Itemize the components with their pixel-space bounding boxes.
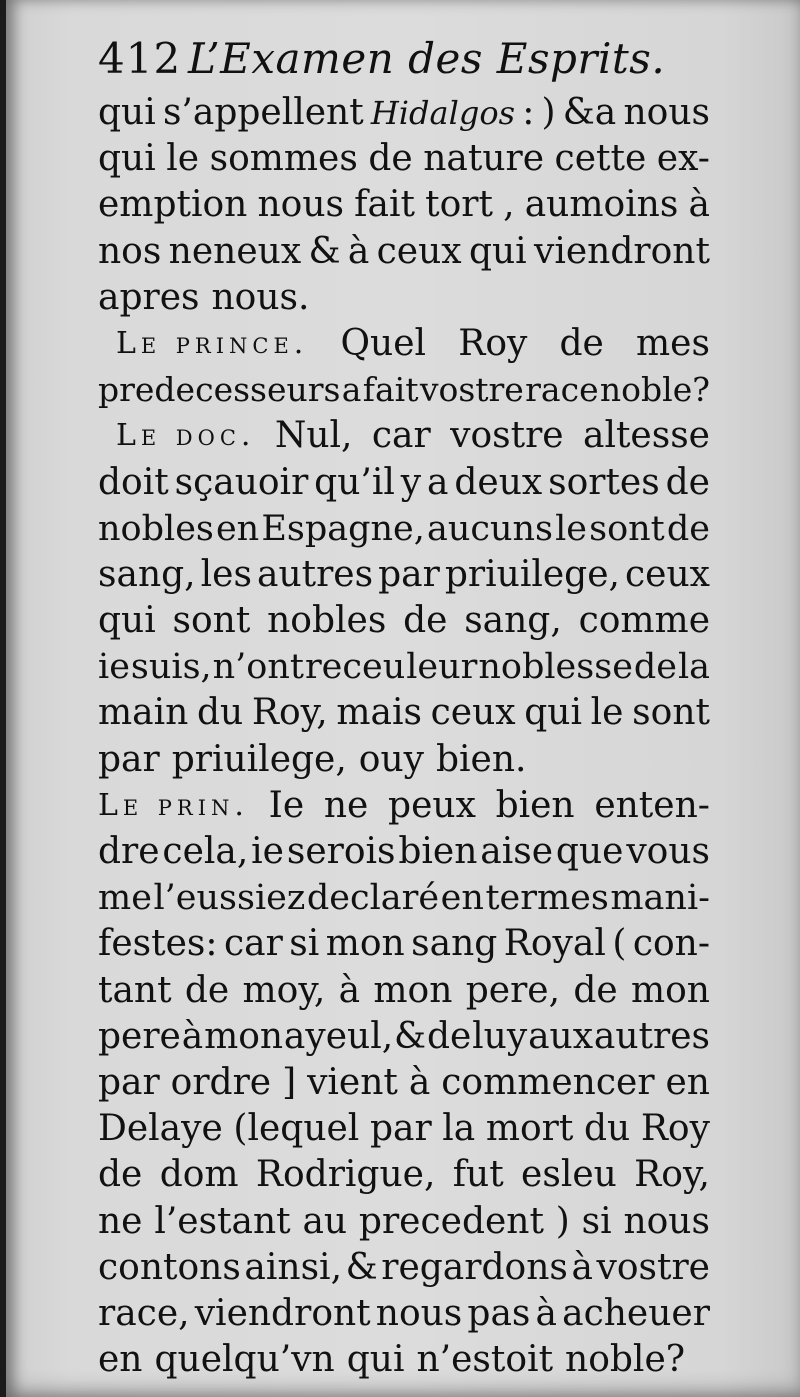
- word: esleu: [521, 1154, 617, 1196]
- text-line: [98, 229, 710, 275]
- word: ayeul,: [283, 1015, 394, 1057]
- word: dom: [159, 1154, 239, 1196]
- word: de: [184, 969, 230, 1011]
- word: qui: [98, 92, 156, 133]
- word: noble?: [599, 370, 710, 410]
- word: en: [440, 878, 484, 919]
- word: (: [612, 923, 627, 965]
- word: qui: [346, 1339, 405, 1381]
- text-line: [98, 598, 710, 644]
- word: sont: [632, 692, 710, 734]
- word: ne: [98, 1200, 143, 1242]
- word: tort: [425, 184, 493, 226]
- word: ceux: [624, 553, 710, 595]
- word: &: [345, 1246, 378, 1288]
- word: du: [196, 692, 244, 734]
- word: mes: [636, 322, 710, 364]
- word: que: [555, 831, 624, 872]
- word: Rodrigue,: [255, 1154, 436, 1196]
- word: vostre: [596, 1246, 710, 1288]
- text-line: [98, 783, 710, 829]
- word: à: [338, 969, 361, 1011]
- word: à: [181, 1015, 204, 1057]
- word: main: [98, 692, 189, 734]
- word: Le doc.: [116, 418, 256, 454]
- word: ]: [282, 1061, 297, 1103]
- running-title: L’Examen des Esprits.: [188, 34, 666, 83]
- word: la: [677, 647, 710, 688]
- word: serois: [286, 831, 396, 872]
- text-line: [98, 321, 710, 367]
- word: comme: [578, 600, 710, 642]
- text-line: [98, 644, 710, 690]
- word: le: [555, 508, 588, 549]
- word: quelqu’vn: [154, 1339, 335, 1381]
- text-line: [98, 1152, 710, 1198]
- word: commencer: [441, 1061, 655, 1103]
- word: luy: [472, 1015, 528, 1057]
- word: pere,: [465, 969, 561, 1011]
- word: aise: [480, 831, 554, 872]
- word: race,: [98, 1292, 190, 1334]
- word: a: [427, 461, 449, 503]
- word: nobles: [267, 600, 387, 642]
- word: si: [289, 923, 320, 965]
- word: dre: [98, 831, 160, 872]
- word: sommes: [209, 138, 358, 180]
- word: Roy,: [634, 1154, 710, 1196]
- word: en: [665, 1061, 710, 1103]
- word: a: [341, 370, 362, 410]
- word: &: [308, 230, 341, 272]
- text-line: [98, 1291, 710, 1337]
- word: aumoins: [524, 184, 679, 226]
- word: de: [559, 322, 604, 364]
- word: de: [633, 647, 677, 688]
- word: acheuer: [562, 1292, 710, 1334]
- word: à: [571, 1246, 593, 1288]
- word: autres: [593, 1015, 710, 1057]
- word: vostre: [450, 415, 564, 457]
- word: Hidalgos: [370, 94, 515, 132]
- word: le: [166, 138, 200, 180]
- word: Roy,: [251, 692, 328, 734]
- word: par: [378, 553, 440, 595]
- word: Quel: [340, 322, 427, 364]
- word: de: [665, 461, 710, 503]
- text-line: [98, 1060, 710, 1106]
- word: n’estoit: [416, 1339, 554, 1381]
- word: qui: [98, 600, 156, 642]
- word: ,: [503, 184, 515, 226]
- word: Roy: [640, 1108, 710, 1150]
- text-line: [98, 968, 710, 1014]
- word: autres: [256, 553, 374, 595]
- word: fait: [354, 184, 415, 226]
- word: l’eussiez: [153, 878, 306, 919]
- word: aux: [528, 1015, 594, 1057]
- word: Roy: [458, 322, 528, 364]
- word: sang,: [98, 553, 196, 595]
- text-line: [98, 1337, 710, 1383]
- word: termes: [485, 878, 609, 919]
- word: sang: [411, 923, 498, 965]
- word: cela,: [162, 831, 249, 872]
- word: festes:: [98, 923, 218, 965]
- word: Nul,: [274, 415, 353, 457]
- word: ie: [251, 831, 284, 872]
- word: à: [347, 230, 370, 272]
- word: sont: [172, 600, 251, 642]
- word: sont: [589, 508, 665, 549]
- word: race: [525, 370, 599, 410]
- word: y: [400, 461, 422, 503]
- word: Le prin.: [98, 787, 249, 823]
- word: (lequel: [233, 1108, 360, 1150]
- word: ainsi,: [244, 1246, 343, 1288]
- word: &a: [562, 92, 617, 133]
- word: ): [541, 92, 556, 133]
- word: regardons: [381, 1246, 568, 1288]
- word: apres: [98, 276, 200, 318]
- word: s’appellent: [162, 92, 364, 133]
- word: par: [369, 1108, 432, 1150]
- text-line: [98, 460, 710, 506]
- word: sang,: [464, 600, 562, 642]
- page-number: 412: [98, 34, 182, 83]
- word: ne: [323, 784, 369, 826]
- word: noblesse: [478, 647, 633, 688]
- word: enten-: [594, 784, 710, 826]
- word: pere: [98, 1015, 181, 1057]
- word: de: [368, 138, 413, 180]
- text-line: [98, 1199, 710, 1245]
- word: declaré: [306, 878, 440, 919]
- word: ex-: [656, 138, 710, 180]
- text-line: [98, 921, 710, 967]
- word: :: [522, 92, 535, 133]
- word: nous: [257, 184, 345, 226]
- word: Espagne,: [261, 508, 425, 549]
- word: fut: [452, 1154, 504, 1196]
- word: Le prince.: [116, 325, 309, 361]
- word: vous: [626, 831, 710, 872]
- word: de: [573, 969, 618, 1011]
- page-header: [98, 28, 710, 90]
- word: deux: [454, 461, 543, 503]
- word: mais: [336, 692, 422, 734]
- word: de: [426, 1015, 472, 1057]
- word: predecesseurs: [98, 370, 341, 410]
- word: au: [302, 1200, 348, 1242]
- word: ie: [98, 647, 130, 688]
- word: à: [688, 184, 710, 226]
- word: cette: [554, 138, 647, 180]
- word: peux: [388, 784, 476, 826]
- word: viendront: [194, 1292, 371, 1334]
- word: de: [98, 1154, 143, 1196]
- text-line: [98, 552, 710, 598]
- word: pas: [467, 1292, 531, 1334]
- word: du: [583, 1108, 631, 1150]
- word: les: [200, 553, 252, 595]
- word: viendront: [534, 230, 710, 272]
- word: qui: [98, 138, 156, 180]
- word: qu’il: [314, 461, 395, 503]
- word: l’estant: [154, 1200, 291, 1242]
- word: Delaye: [98, 1108, 223, 1150]
- word: par: [98, 1061, 160, 1103]
- word: nous: [623, 92, 710, 133]
- word: ): [555, 1200, 570, 1242]
- word: moy,: [242, 969, 326, 1011]
- word: ouy: [358, 738, 424, 780]
- word: fait: [362, 370, 419, 410]
- word: bien: [398, 831, 478, 872]
- word: sçauoir: [174, 461, 309, 503]
- text-line: [98, 1014, 710, 1060]
- word: de: [666, 508, 710, 549]
- word: car: [371, 415, 431, 457]
- word: contons: [98, 1246, 241, 1288]
- text-line: [98, 136, 710, 182]
- word: Ie: [268, 784, 305, 826]
- word: bien.: [436, 738, 527, 780]
- word: ceux: [430, 692, 516, 734]
- word: n’ont: [212, 647, 304, 688]
- word: en: [215, 508, 260, 549]
- word: emption: [98, 184, 248, 226]
- word: noble?: [565, 1339, 686, 1381]
- word: qui: [524, 692, 582, 734]
- text-line: [98, 275, 710, 321]
- word: par: [98, 738, 160, 780]
- word: nobles: [98, 508, 214, 549]
- word: suis,: [130, 647, 212, 688]
- word: neneux: [168, 230, 302, 272]
- word: car: [223, 923, 283, 965]
- word: precedent: [358, 1200, 544, 1242]
- word: doit: [98, 461, 169, 503]
- text-line: [98, 737, 710, 783]
- word: à: [535, 1292, 557, 1334]
- word: tant: [98, 969, 172, 1011]
- word: de: [403, 600, 448, 642]
- word: vostre: [419, 370, 524, 410]
- word: nous: [623, 1200, 710, 1242]
- word: bien: [495, 784, 575, 826]
- text-line: [98, 1245, 710, 1291]
- word: mon: [204, 1015, 284, 1057]
- word: priuilege,: [171, 738, 347, 780]
- text-line: [98, 875, 710, 921]
- text-line: [98, 367, 710, 413]
- book-page: [6, 0, 800, 1397]
- word: nature: [423, 138, 545, 180]
- word: ceux: [376, 230, 462, 272]
- text-line: [98, 506, 710, 552]
- word: aucuns: [426, 508, 554, 549]
- word: &: [394, 1015, 427, 1057]
- text-line: [98, 829, 710, 875]
- word: le: [590, 692, 624, 734]
- page-text-block: [98, 28, 710, 1383]
- word: nous: [375, 1292, 463, 1334]
- word: nous.: [211, 276, 310, 318]
- word: vient: [307, 1061, 398, 1103]
- text-line: [98, 182, 710, 228]
- word: mon: [373, 969, 453, 1011]
- text-line: [98, 413, 710, 459]
- word: ordre: [170, 1061, 272, 1103]
- word: leur: [406, 647, 478, 688]
- word: con-: [632, 923, 710, 965]
- word: receu: [304, 647, 406, 688]
- word: la: [442, 1108, 476, 1150]
- word: priuilege,: [444, 553, 620, 595]
- word: mani-: [610, 878, 710, 919]
- text-line: [98, 90, 710, 136]
- word: mon: [630, 969, 710, 1011]
- word: si: [581, 1200, 612, 1242]
- word: mon: [325, 923, 405, 965]
- word: Royal: [503, 923, 606, 965]
- body-text: [98, 90, 710, 1383]
- word: me: [98, 878, 152, 919]
- word: à: [408, 1061, 431, 1103]
- word: nos: [98, 230, 162, 272]
- word: altesse: [582, 415, 710, 457]
- word: mort: [485, 1108, 574, 1150]
- word: qui: [468, 230, 527, 272]
- text-line: [98, 690, 710, 736]
- text-line: [98, 1106, 710, 1152]
- word: sortes: [548, 461, 660, 503]
- word: en: [98, 1339, 143, 1381]
